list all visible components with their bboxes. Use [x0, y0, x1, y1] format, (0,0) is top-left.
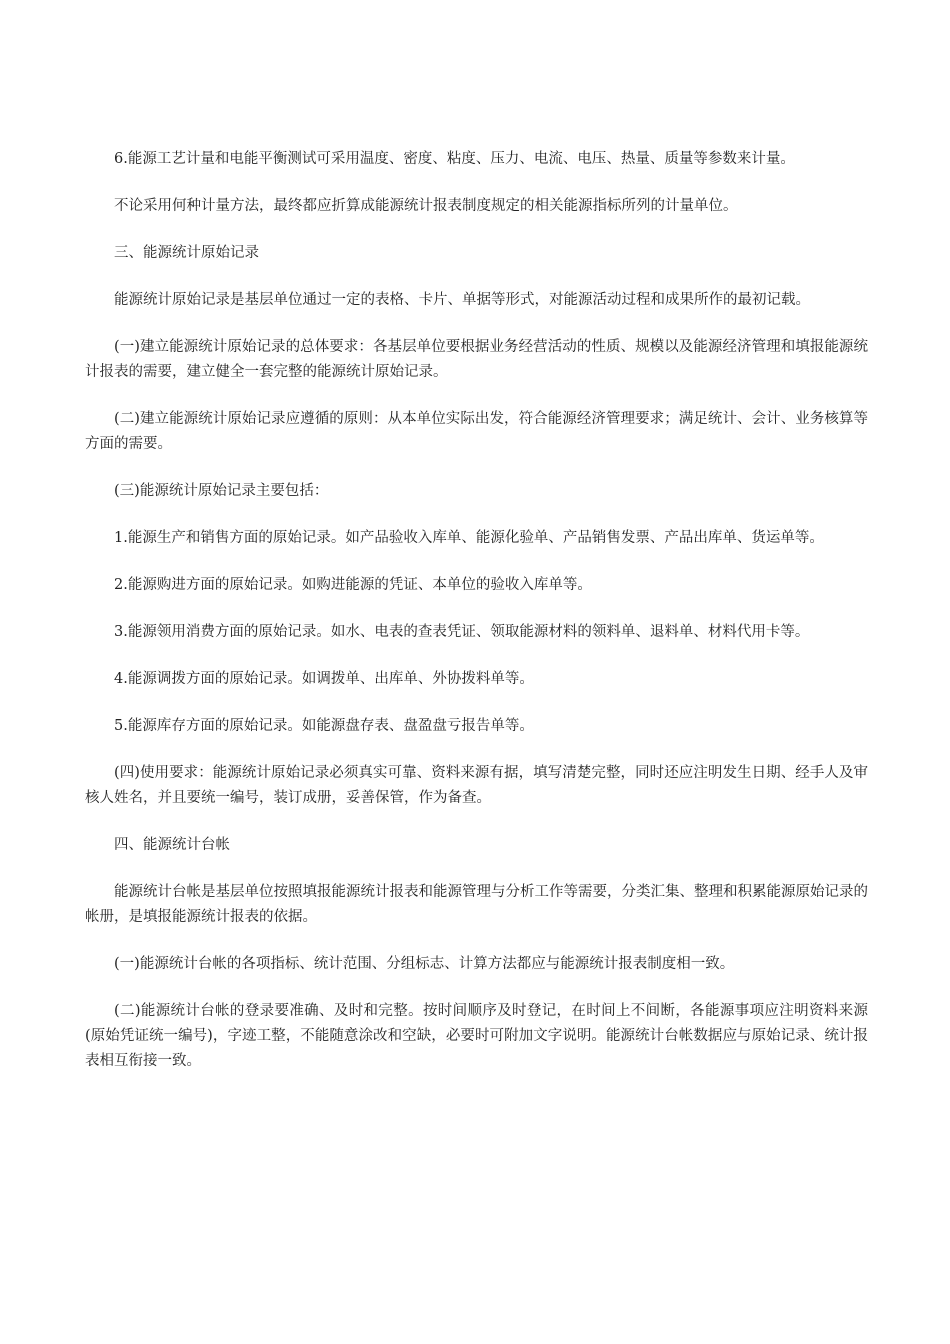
paragraph-original-records-definition: 能源统计原始记录是基层单位通过一定的表格、卡片、单据等形式，对能源活动过程和成果所作的最初记载。	[114, 292, 810, 308]
section-heading-ledger: 四、能源统计台帐	[114, 837, 230, 853]
list-item-consumption: 3.能源领用消费方面的原始记录。如水、电表的查表凭证、领取能源材料的领料单、退料单、材料代用卡等。	[114, 624, 810, 640]
list-item-allocation: 4.能源调拨方面的原始记录。如调拨单、出库单、外协拨料单等。	[114, 671, 534, 687]
paragraph-records-include: (三)能源统计原始记录主要包括：	[114, 483, 329, 499]
paragraph-item-6-measurement: 6.能源工艺计量和电能平衡测试可采用温度、密度、粘度、压力、电流、电压、热量、质量等参数来计量。	[114, 151, 795, 167]
paragraph-unit-conversion: 不论采用何种计量方法，最终都应折算成能源统计报表制度规定的相关能源指标所列的计量单位。	[114, 198, 738, 214]
document-page	[85, 147, 868, 1096]
paragraph-ledger-consistency: (一)能源统计台帐的各项指标、统计范围、分组标志、计算方法都应与能源统计报表制度相一致。	[114, 956, 735, 972]
list-item-inventory: 5.能源库存方面的原始记录。如能源盘存表、盘盈盘亏报告单等。	[114, 718, 534, 734]
paragraph-ledger-recording: (二)能源统计台帐的登录要准确、及时和完整。按时间顺序及时登记，在时间上不间断，各能源事项应注明资料来源(原始凭证统一编号)，字迹工整，不能随意涂改和空缺，必要时可附加文字说明。能源统计台帐数据应与原始记录、统计报表相互衔接一致。	[85, 1003, 868, 1069]
paragraph-usage-requirements: (四)使用要求：能源统计原始记录必须真实可靠、资料来源有据，填写清楚完整，同时还应注明发生日期、经手人及审核人姓名，并且要统一编号，装订成册，妥善保管，作为备查。	[85, 765, 868, 806]
paragraph-ledger-definition: 能源统计台帐是基层单位按照填报能源统计报表和能源管理与分析工作等需要，分类汇集、整理和积累能源原始记录的帐册，是填报能源统计报表的依据。	[85, 884, 868, 925]
list-item-purchase: 2.能源购进方面的原始记录。如购进能源的凭证、本单位的验收入库单等。	[114, 577, 592, 593]
paragraph-general-requirements: (一)建立能源统计原始记录的总体要求：各基层单位要根据业务经营活动的性质、规模以及能源经济管理和填报能源统计报表的需要，建立健全一套完整的能源统计原始记录。	[85, 339, 868, 380]
paragraph-principles: (二)建立能源统计原始记录应遵循的原则：从本单位实际出发，符合能源经济管理要求；满足统计、会计、业务核算等方面的需要。	[85, 411, 868, 452]
list-item-production-sales: 1.能源生产和销售方面的原始记录。如产品验收入库单、能源化验单、产品销售发票、产品出库单、货运单等。	[114, 530, 824, 546]
section-heading-original-records: 三、能源统计原始记录	[114, 245, 259, 261]
